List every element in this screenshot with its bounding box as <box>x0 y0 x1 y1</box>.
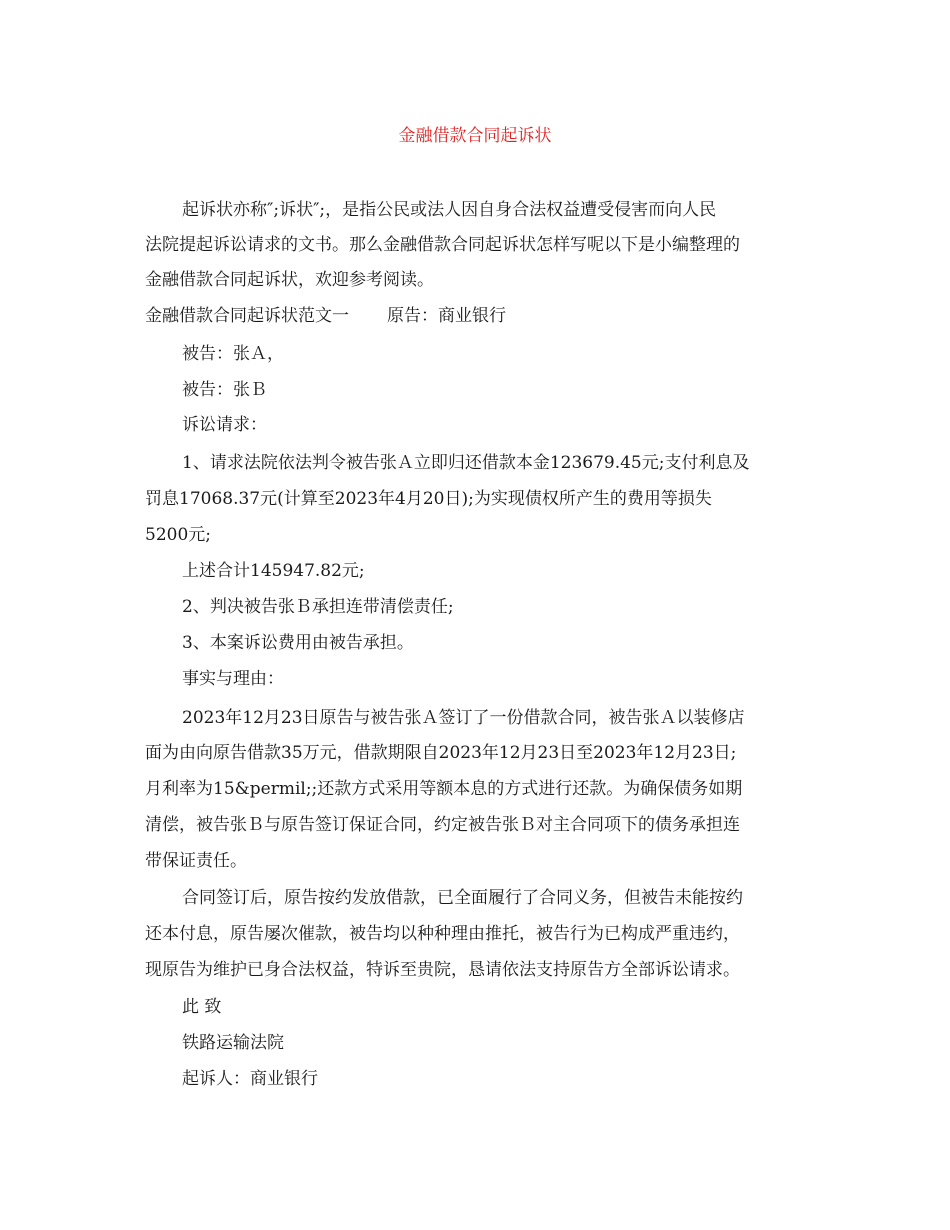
total-line: 上述合计145947.82元; <box>182 561 365 581</box>
sample-heading-row <box>145 303 506 329</box>
intro-line: 金融借款合同起诉状，欢迎参考阅读。 <box>145 270 434 290</box>
closing: 此 致 <box>182 997 222 1017</box>
document-title: 金融借款合同起诉状 <box>398 126 552 146</box>
claim-1-line: 1、请求法院依法判令被告张Ａ立即归还借款本金123679.45元;支付利息及 <box>182 453 750 473</box>
facts-line: 清偿，被告张Ｂ与原告签订保证合同，约定被告张Ｂ对主合同项下的债务承担连 <box>145 815 740 835</box>
facts-line: 面为由向原告借款35万元，借款期限自2023年12月23日至2023年12月23日; <box>145 743 737 763</box>
court-name: 铁路运输法院 <box>182 1033 284 1053</box>
defendant-b: 被告：张Ｂ <box>182 380 267 400</box>
facts-line: 合同签订后，原告按约发放借款，已全面履行了合同义务，但被告未能按约 <box>182 888 743 908</box>
facts-line: 带保证责任。 <box>145 851 247 871</box>
claim-1-line: 5200元; <box>145 525 211 545</box>
facts-heading: 事实与理由： <box>182 669 284 689</box>
facts-line: 2023年12月23日原告与被告张Ａ签订了一份借款合同，被告张Ａ以装修店 <box>182 708 745 728</box>
claim-3: 3、本案诉讼费用由被告承担。 <box>182 633 414 653</box>
facts-line: 月利率为15&permil;;还款方式采用等额本息的方式进行还款。为确保债务如期 <box>145 779 743 799</box>
sample-heading: 金融借款合同起诉状范文一 <box>145 306 349 326</box>
signer: 起诉人：商业银行 <box>182 1069 318 1089</box>
claim-1-line: 罚息17068.37元(计算至2023年4月20日);为实现债权所产生的费用等损失 <box>145 489 712 509</box>
claim-2: 2、判决被告张Ｂ承担连带清偿责任; <box>182 597 454 617</box>
facts-line: 现原告为维护已身合法权益，特诉至贵院，恳请依法支持原告方全部诉讼请求。 <box>145 960 740 980</box>
plaintiff: 原告：商业银行 <box>387 306 506 326</box>
claims-heading: 诉讼请求： <box>182 415 267 435</box>
intro-line: 起诉状亦称″;诉状″;，是指公民或法人因自身合法权益遭受侵害而向人民 <box>182 200 717 220</box>
defendant-a: 被告：张Ａ， <box>182 344 284 364</box>
facts-line: 还本付息，原告屡次催款，被告均以种种理由推托，被告行为已构成严重违约， <box>145 924 740 944</box>
intro-line: 法院提起诉讼请求的文书。那么金融借款合同起诉状怎样写呢以下是小编整理的 <box>145 235 740 255</box>
